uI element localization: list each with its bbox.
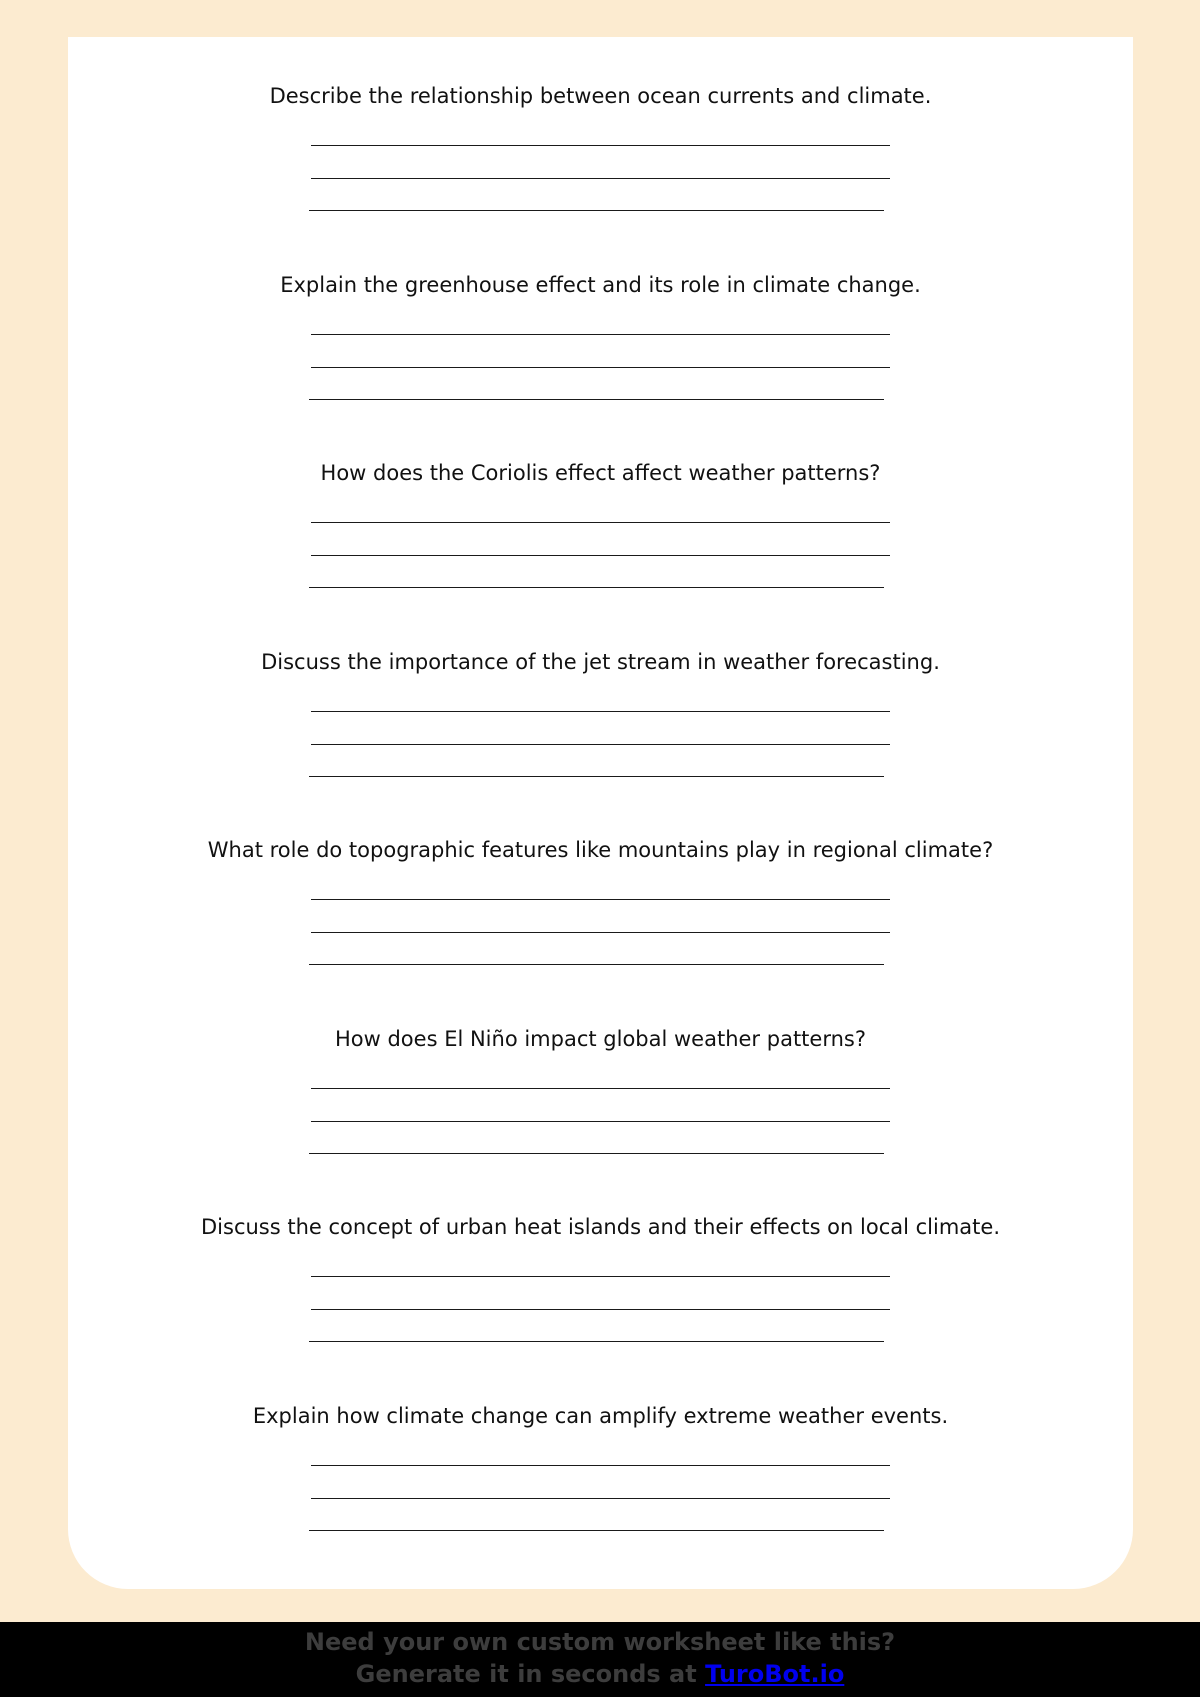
answer-line — [311, 178, 890, 179]
question-text: Discuss the concept of urban heat islands and their effects on local climate. — [201, 1215, 1000, 1239]
question-text: What role do topographic features like mountains play in regional climate? — [207, 838, 994, 862]
answer-line — [309, 964, 884, 965]
question-1 — [68, 83, 1133, 272]
question-4 — [68, 649, 1133, 838]
answer-lines — [68, 675, 1133, 785]
answer-line — [311, 932, 890, 933]
answer-line — [311, 744, 890, 745]
footer-subline — [0, 1658, 1200, 1690]
question-text: How does El Niño impact global weather patterns? — [334, 1026, 866, 1051]
answer-lines — [68, 863, 1133, 973]
answer-line — [311, 1121, 890, 1122]
answer-line — [311, 334, 890, 335]
answer-line — [311, 1088, 890, 1089]
answer-line — [311, 1498, 890, 1499]
answer-lines — [68, 1240, 1133, 1350]
answer-lines — [68, 298, 1133, 408]
answer-lines — [68, 1429, 1133, 1539]
answer-line — [311, 145, 890, 146]
promo-footer — [0, 1622, 1200, 1697]
answer-line — [309, 210, 884, 211]
question-2 — [68, 272, 1133, 461]
question-3 — [68, 460, 1133, 649]
question-text: Describe the relationship between ocean currents and climate. — [269, 84, 932, 108]
question-text: Explain the greenhouse effect and its role in climate change. — [280, 272, 921, 297]
worksheet-card — [68, 37, 1133, 1589]
question-text: Discuss the importance of the jet stream in weather forecasting. — [261, 649, 940, 674]
question-5 — [68, 837, 1133, 1026]
question-text: How does the Coriolis effect affect weather patterns? — [320, 461, 881, 485]
question-6 — [68, 1026, 1133, 1215]
answer-line — [309, 1530, 884, 1531]
answer-line — [309, 776, 884, 777]
answer-line — [311, 1309, 890, 1310]
answer-line — [309, 399, 884, 400]
answer-lines — [68, 486, 1133, 596]
question-7 — [68, 1214, 1133, 1403]
answer-lines — [68, 109, 1133, 219]
answer-line — [311, 711, 890, 712]
answer-line — [311, 899, 890, 900]
answer-line — [309, 1153, 884, 1154]
footer-headline: Need your own custom worksheet like this? — [304, 1628, 896, 1656]
answer-line — [311, 1465, 890, 1466]
answer-lines — [68, 1052, 1133, 1162]
question-text: Explain how climate change can amplify extreme weather events. — [252, 1403, 949, 1428]
turobot-link[interactable]: TuroBot.io — [705, 1660, 845, 1688]
footer-subline-text: Generate it in seconds at — [355, 1660, 706, 1688]
answer-line — [309, 587, 884, 588]
answer-line — [311, 1276, 890, 1277]
answer-line — [309, 1341, 884, 1342]
question-8 — [68, 1403, 1133, 1592]
answer-line — [311, 367, 890, 368]
answer-line — [311, 522, 890, 523]
question-list — [68, 83, 1133, 1591]
answer-line — [311, 555, 890, 556]
